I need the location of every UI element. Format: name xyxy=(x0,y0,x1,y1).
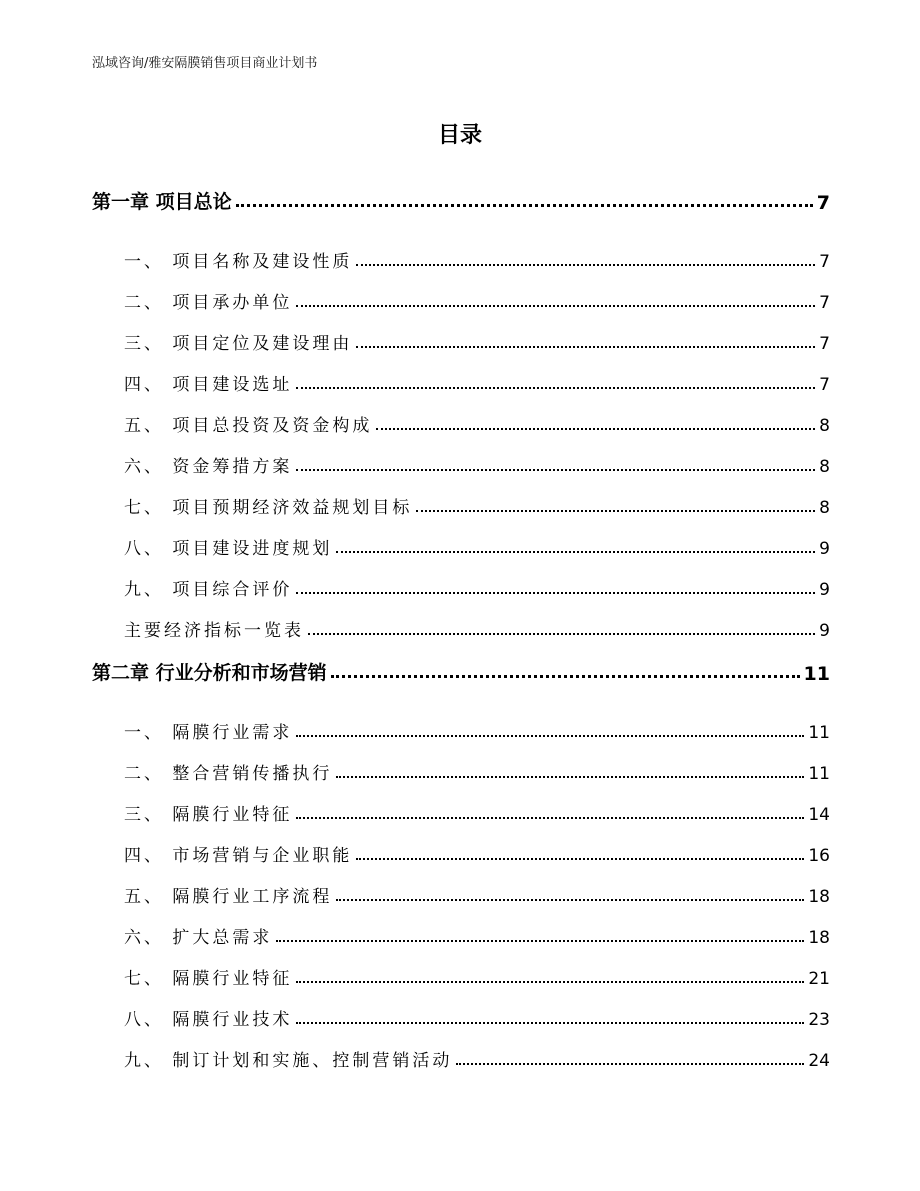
table-of-contents xyxy=(92,176,830,1071)
section-title: 一、 项目名称及建设性质 xyxy=(124,252,353,272)
toc-section-entry[interactable] xyxy=(92,1030,830,1071)
dot-leader xyxy=(296,592,815,594)
section-title: 六、 资金筹措方案 xyxy=(124,457,293,477)
section-title: 二、 项目承办单位 xyxy=(124,293,293,313)
page-number: 11 xyxy=(808,723,830,743)
section-title: 五、 隔膜行业工序流程 xyxy=(124,887,333,907)
dot-leader xyxy=(336,776,804,778)
section-title: 一、 隔膜行业需求 xyxy=(124,723,293,743)
toc-section-entry[interactable] xyxy=(92,989,830,1030)
dot-leader xyxy=(356,858,804,860)
toc-section-entry[interactable] xyxy=(92,231,830,272)
chapter-title: 第一章 项目总论 xyxy=(92,191,232,213)
page-number: 21 xyxy=(808,969,830,989)
dot-leader xyxy=(456,1063,804,1065)
toc-section-entry[interactable] xyxy=(92,600,830,641)
section-title: 七、 隔膜行业特征 xyxy=(124,969,293,989)
page-number: 11 xyxy=(803,663,830,685)
dot-leader xyxy=(296,305,815,307)
dot-leader xyxy=(356,346,815,348)
dot-leader xyxy=(336,551,815,553)
dot-leader xyxy=(331,675,800,678)
toc-section-entry[interactable] xyxy=(92,825,830,866)
page-number: 7 xyxy=(819,334,830,354)
section-title: 八、 项目建设进度规划 xyxy=(124,539,333,559)
page-number: 11 xyxy=(808,764,830,784)
section-title: 四、 市场营销与企业职能 xyxy=(124,846,353,866)
toc-section-entry[interactable] xyxy=(92,477,830,518)
toc-section-entry[interactable] xyxy=(92,313,830,354)
toc-chapter-entry[interactable] xyxy=(92,176,830,214)
dot-leader xyxy=(376,428,815,430)
dot-leader xyxy=(336,899,804,901)
dot-leader xyxy=(296,1022,804,1024)
toc-section-entry[interactable] xyxy=(92,559,830,600)
dot-leader xyxy=(356,264,815,266)
dot-leader xyxy=(236,204,813,207)
page-number: 7 xyxy=(819,252,830,272)
document-header: 泓域咨询/雅安隔膜销售项目商业计划书 xyxy=(92,56,318,71)
toc-section-entry[interactable] xyxy=(92,743,830,784)
dot-leader xyxy=(296,387,815,389)
toc-section-entry[interactable] xyxy=(92,272,830,313)
dot-leader xyxy=(416,510,815,512)
page-number: 8 xyxy=(819,416,830,436)
toc-chapter-entry[interactable] xyxy=(92,647,830,685)
section-title: 八、 隔膜行业技术 xyxy=(124,1010,293,1030)
toc-section-entry[interactable] xyxy=(92,907,830,948)
section-title: 六、 扩大总需求 xyxy=(124,928,273,948)
toc-title: 目录 xyxy=(437,123,482,148)
dot-leader xyxy=(296,735,804,737)
dot-leader xyxy=(276,940,804,942)
toc-section-entry[interactable] xyxy=(92,948,830,989)
page-number: 8 xyxy=(819,457,830,477)
page-number: 14 xyxy=(808,805,830,825)
section-title: 三、 隔膜行业特征 xyxy=(124,805,293,825)
section-title: 九、 项目综合评价 xyxy=(124,580,293,600)
toc-section-entry[interactable] xyxy=(92,784,830,825)
page-number: 23 xyxy=(808,1010,830,1030)
page-number: 16 xyxy=(808,846,830,866)
page-number: 18 xyxy=(808,928,830,948)
page-number: 24 xyxy=(808,1051,830,1071)
page-number: 8 xyxy=(819,498,830,518)
page-number: 9 xyxy=(819,580,830,600)
section-title: 主要经济指标一览表 xyxy=(124,621,304,641)
toc-section-entry[interactable] xyxy=(92,518,830,559)
section-title: 三、 项目定位及建设理由 xyxy=(124,334,353,354)
section-title: 七、 项目预期经济效益规划目标 xyxy=(124,498,413,518)
dot-leader xyxy=(296,981,804,983)
page-number: 7 xyxy=(816,192,830,214)
toc-section-entry[interactable] xyxy=(92,395,830,436)
toc-section-entry[interactable] xyxy=(92,866,830,907)
section-title: 九、 制订计划和实施、控制营销活动 xyxy=(124,1051,453,1071)
page-number: 9 xyxy=(819,621,830,641)
toc-section-entry[interactable] xyxy=(92,354,830,395)
section-title: 二、 整合营销传播执行 xyxy=(124,764,333,784)
section-title: 四、 项目建设选址 xyxy=(124,375,293,395)
toc-section-entry[interactable] xyxy=(92,436,830,477)
section-title: 五、 项目总投资及资金构成 xyxy=(124,416,373,436)
dot-leader xyxy=(296,817,804,819)
dot-leader xyxy=(296,469,815,471)
page-number: 7 xyxy=(819,293,830,313)
page-number: 7 xyxy=(819,375,830,395)
chapter-title: 第二章 行业分析和市场营销 xyxy=(92,662,327,684)
toc-section-entry[interactable] xyxy=(92,702,830,743)
page-number: 18 xyxy=(808,887,830,907)
dot-leader xyxy=(308,633,815,635)
page-number: 9 xyxy=(819,539,830,559)
